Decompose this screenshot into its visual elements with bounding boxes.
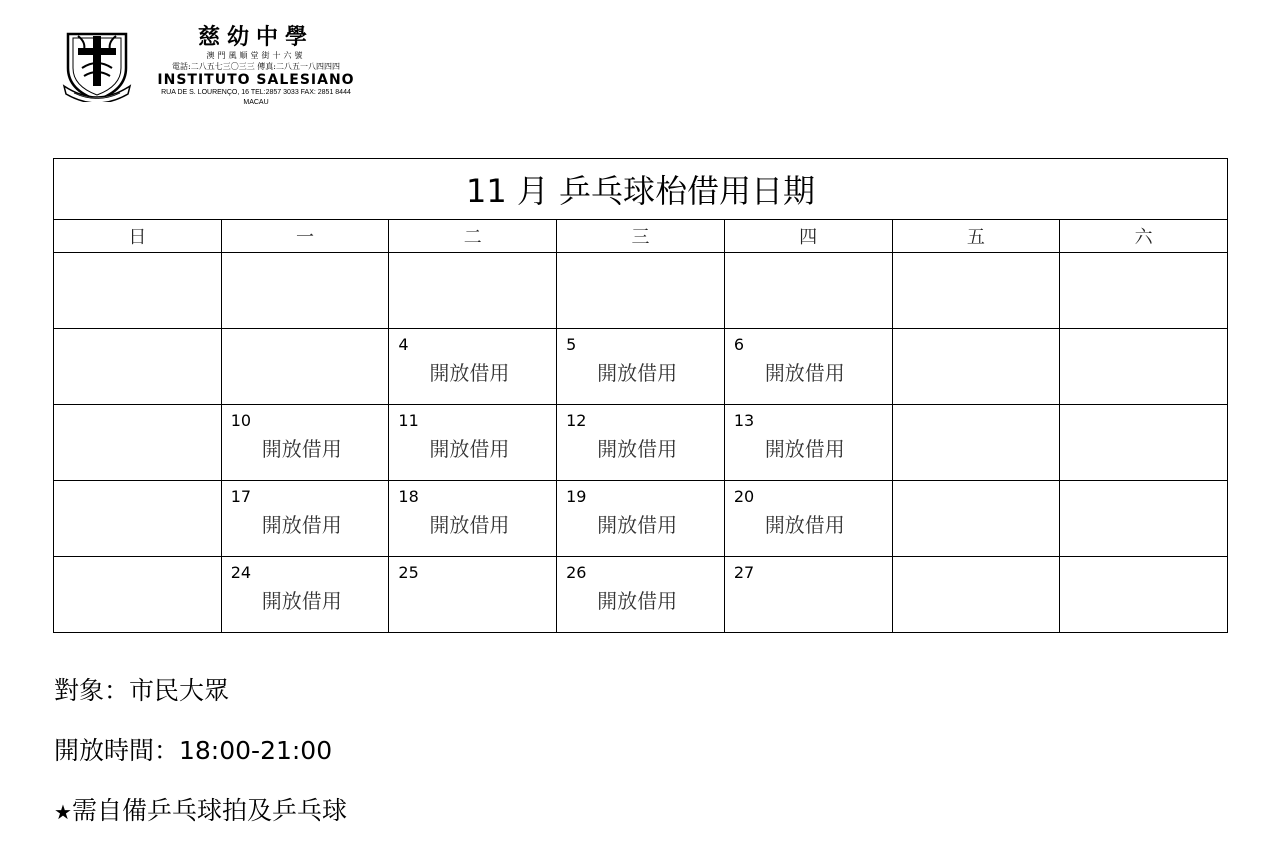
audience-note: 對象：市民大眾 — [54, 676, 230, 705]
calendar-title-row — [54, 159, 1228, 220]
calendar-week-row — [54, 557, 1228, 633]
calendar-week-row — [54, 253, 1228, 329]
letterhead — [62, 24, 382, 120]
calendar-weeks — [54, 253, 1228, 633]
weekday-header-row — [54, 220, 1228, 253]
school-city: MACAU — [243, 99, 269, 106]
day-status-label: 開放借用 — [764, 437, 845, 461]
day-status-label: 開放借用 — [429, 437, 510, 461]
calendar-day-cell — [221, 557, 389, 633]
day-number: 5 — [566, 335, 577, 354]
calendar-day-cell — [892, 405, 1060, 481]
weekday-tue: 二 — [389, 220, 557, 253]
booking-calendar — [53, 158, 1228, 633]
calendar-day-cell — [54, 405, 222, 481]
calendar-day-cell — [557, 253, 725, 329]
calendar-week-row — [54, 329, 1228, 405]
school-name-chinese: 慈幼中學 — [197, 24, 314, 50]
calendar-day-cell — [892, 557, 1060, 633]
calendar-day-cell — [1060, 329, 1228, 405]
star-icon: ★ — [54, 800, 72, 824]
calendar-day-cell — [892, 481, 1060, 557]
calendar-day-cell — [221, 253, 389, 329]
school-address-chinese: 澳門風順堂街十六號 — [206, 51, 306, 60]
calendar-day-cell — [724, 405, 892, 481]
calendar-day-cell — [54, 481, 222, 557]
day-number: 10 — [230, 411, 252, 430]
weekday-thu: 四 — [724, 220, 892, 253]
day-number: 27 — [733, 563, 755, 582]
weekday-sun: 日 — [54, 220, 222, 253]
weekday-sat: 六 — [1060, 220, 1228, 253]
weekday-fri: 五 — [892, 220, 1060, 253]
day-number: 19 — [566, 487, 587, 506]
calendar-day-cell — [389, 481, 557, 557]
calendar-week-row — [54, 405, 1228, 481]
calendar-day-cell — [54, 253, 222, 329]
calendar-day-cell — [54, 557, 222, 633]
day-status-label: 開放借用 — [429, 513, 510, 537]
day-status-label: 開放借用 — [597, 361, 678, 385]
calendar-day-cell — [221, 481, 389, 557]
weekday-wed: 三 — [557, 220, 725, 253]
hours-note: 開放時間：18:00-21:00 — [54, 736, 333, 765]
calendar-day-cell — [389, 557, 557, 633]
day-number: 11 — [398, 411, 419, 430]
calendar-day-cell — [892, 253, 1060, 329]
calendar-week-row — [54, 481, 1228, 557]
school-name-english: INSTITUTO SALESIANO — [157, 72, 355, 88]
school-address-english: RUA DE S. LOURENÇO, 16 TEL:2857 3033 FAX: 2851 8444 — [161, 89, 351, 96]
calendar-day-cell — [1060, 253, 1228, 329]
equipment-note — [54, 796, 347, 827]
day-number: 12 — [566, 411, 587, 430]
school-contact-chinese: 電話:二八五七三〇三三 傳真:二八五一八四四四 — [172, 62, 340, 71]
school-crest-icon — [62, 28, 132, 102]
calendar-day-cell — [1060, 481, 1228, 557]
notes — [54, 676, 347, 857]
day-status-label: 開放借用 — [429, 361, 510, 385]
day-status-label: 開放借用 — [597, 589, 678, 613]
day-status-label: 開放借用 — [597, 513, 678, 537]
day-number: 18 — [398, 487, 419, 506]
letterhead-text — [138, 24, 374, 107]
day-number: 20 — [733, 487, 755, 506]
calendar-title: 11 月 乒乓球枱借用日期 — [54, 159, 1228, 220]
day-number: 13 — [733, 411, 755, 430]
equipment-text: 需自備乒乓球拍及乒乓球 — [71, 796, 347, 825]
calendar-day-cell — [221, 405, 389, 481]
day-status-label: 開放借用 — [597, 437, 678, 461]
day-number: 4 — [398, 335, 409, 354]
calendar-day-cell — [221, 329, 389, 405]
day-status-label: 開放借用 — [764, 361, 845, 385]
day-status-label: 開放借用 — [261, 513, 342, 537]
calendar-day-cell — [389, 253, 557, 329]
day-status-label: 開放借用 — [261, 589, 342, 613]
day-status-label: 開放借用 — [764, 513, 845, 537]
day-number: 24 — [230, 563, 252, 582]
weekday-mon: 一 — [221, 220, 389, 253]
day-status-label: 開放借用 — [261, 437, 342, 461]
calendar-day-cell — [54, 329, 222, 405]
day-number: 17 — [230, 487, 252, 506]
calendar-day-cell — [389, 329, 557, 405]
calendar-day-cell — [892, 329, 1060, 405]
calendar-day-cell — [724, 253, 892, 329]
day-number: 26 — [566, 563, 587, 582]
day-number: 6 — [733, 335, 744, 354]
calendar-day-cell — [557, 329, 725, 405]
calendar-day-cell — [724, 481, 892, 557]
calendar-day-cell — [557, 557, 725, 633]
calendar-day-cell — [724, 557, 892, 633]
calendar-day-cell — [389, 405, 557, 481]
calendar-day-cell — [557, 405, 725, 481]
calendar-day-cell — [1060, 405, 1228, 481]
day-number: 25 — [398, 563, 419, 582]
calendar-day-cell — [1060, 557, 1228, 633]
calendar-day-cell — [557, 481, 725, 557]
calendar-day-cell — [724, 329, 892, 405]
